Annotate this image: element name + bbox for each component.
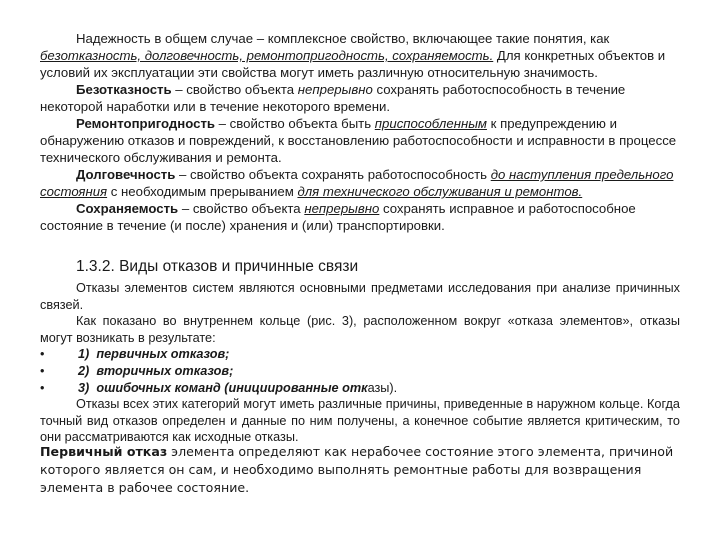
list-item (40, 363, 680, 380)
text: – свойство объекта сохранять работоспособность (175, 167, 491, 182)
text: сохранять работоспособность в течение некоторой наработки или в течение некоторого времени. (40, 82, 626, 114)
list-item (40, 380, 680, 397)
text: с необходимым прерыванием (107, 184, 298, 199)
text: сохранять исправное и работоспособное состояние в течение (и после) хранения и (или) транспортировки. (40, 201, 636, 233)
text: Надежность в общем случае – комплексное свойство, включающее такие понятия, как (76, 31, 610, 46)
bullet-icon: • (40, 347, 45, 362)
term-maintainability: Ремонтопригодность (76, 116, 216, 131)
underlined-word: приспособленным (374, 116, 487, 131)
underlined-terms: безотказность, долговечность, ремонтопригодность, сохраняемость. (40, 48, 494, 63)
bullet-tail: азы). (367, 380, 398, 395)
paragraph-durability (40, 166, 680, 200)
reliability-definitions (40, 30, 680, 234)
failure-types-text (40, 280, 680, 446)
paragraph-inner-ring: Как показано во внутреннем кольце (рис. 3), расположенном вокруг «отказа элементов», отказы могут возникать в результате: (40, 314, 680, 345)
paragraph-failsafe (40, 81, 680, 115)
bullet-text: ошибочных команд (инициированные отк (96, 380, 368, 395)
paragraph-outer-ring: Отказы всех этих категорий могут иметь различные причины, приведенные в наружном кольце. Когда точный вид отказов определен и данные по ним получены, а конечное событие является критическим, то они рассматриваются как исходные отказы. (40, 397, 680, 445)
text: к предупреждению и обнаружению отказов и повреждений, к восстановлению работоспособности и исправности в процессе технического обслуживания и ремонта. (40, 116, 677, 165)
term-failsafe: Безотказность (76, 82, 172, 97)
bullet-number: 2) (78, 363, 90, 378)
paragraph-reliability (40, 30, 680, 81)
list-item (40, 346, 680, 363)
term-primary-failure: Первичный отказ (40, 444, 168, 459)
underlined-word: непрерывно (304, 201, 380, 216)
bullet-number: 3) (78, 380, 90, 395)
text: элемента определяют как нерабочее состояние этого элемента, причиной которого является он сам, и необходимо выполнять ремонтные работы для возвращения элемента в рабочее состояние. (40, 444, 674, 495)
text: Для конкретных объектов и условий их эксплуатации эти свойства могут иметь различную относительную значимость. (40, 48, 666, 80)
paragraph-maintainability (40, 115, 680, 166)
text: – свойство объекта (178, 201, 305, 216)
italic-word: непрерывно (297, 82, 373, 97)
paragraph-primary-failure (40, 443, 680, 497)
bullet-text: вторичных отказов; (96, 363, 234, 378)
paragraph-storability (40, 200, 680, 234)
text: – свойство объекта (171, 82, 298, 97)
paragraph-intro: Отказы элементов систем являются основными предметами исследования при анализе причинных связей. (40, 281, 680, 312)
term-storability: Сохраняемость (76, 201, 179, 216)
bullet-icon: • (40, 380, 45, 395)
term-durability: Долговечность (76, 167, 176, 182)
underlined-phrase: до наступления предельного состояния (40, 167, 674, 199)
section-heading: 1.3.2. Виды отказов и причинные связи (76, 258, 359, 275)
bullet-text: первичных отказов; (96, 347, 230, 362)
text: – свойство объекта быть (215, 116, 375, 131)
bullet-number: 1) (78, 347, 90, 362)
underlined-phrase: для технического обслуживания и ремонтов. (297, 184, 583, 199)
primary-failure-definition (40, 443, 680, 497)
bullet-icon: • (40, 363, 45, 378)
